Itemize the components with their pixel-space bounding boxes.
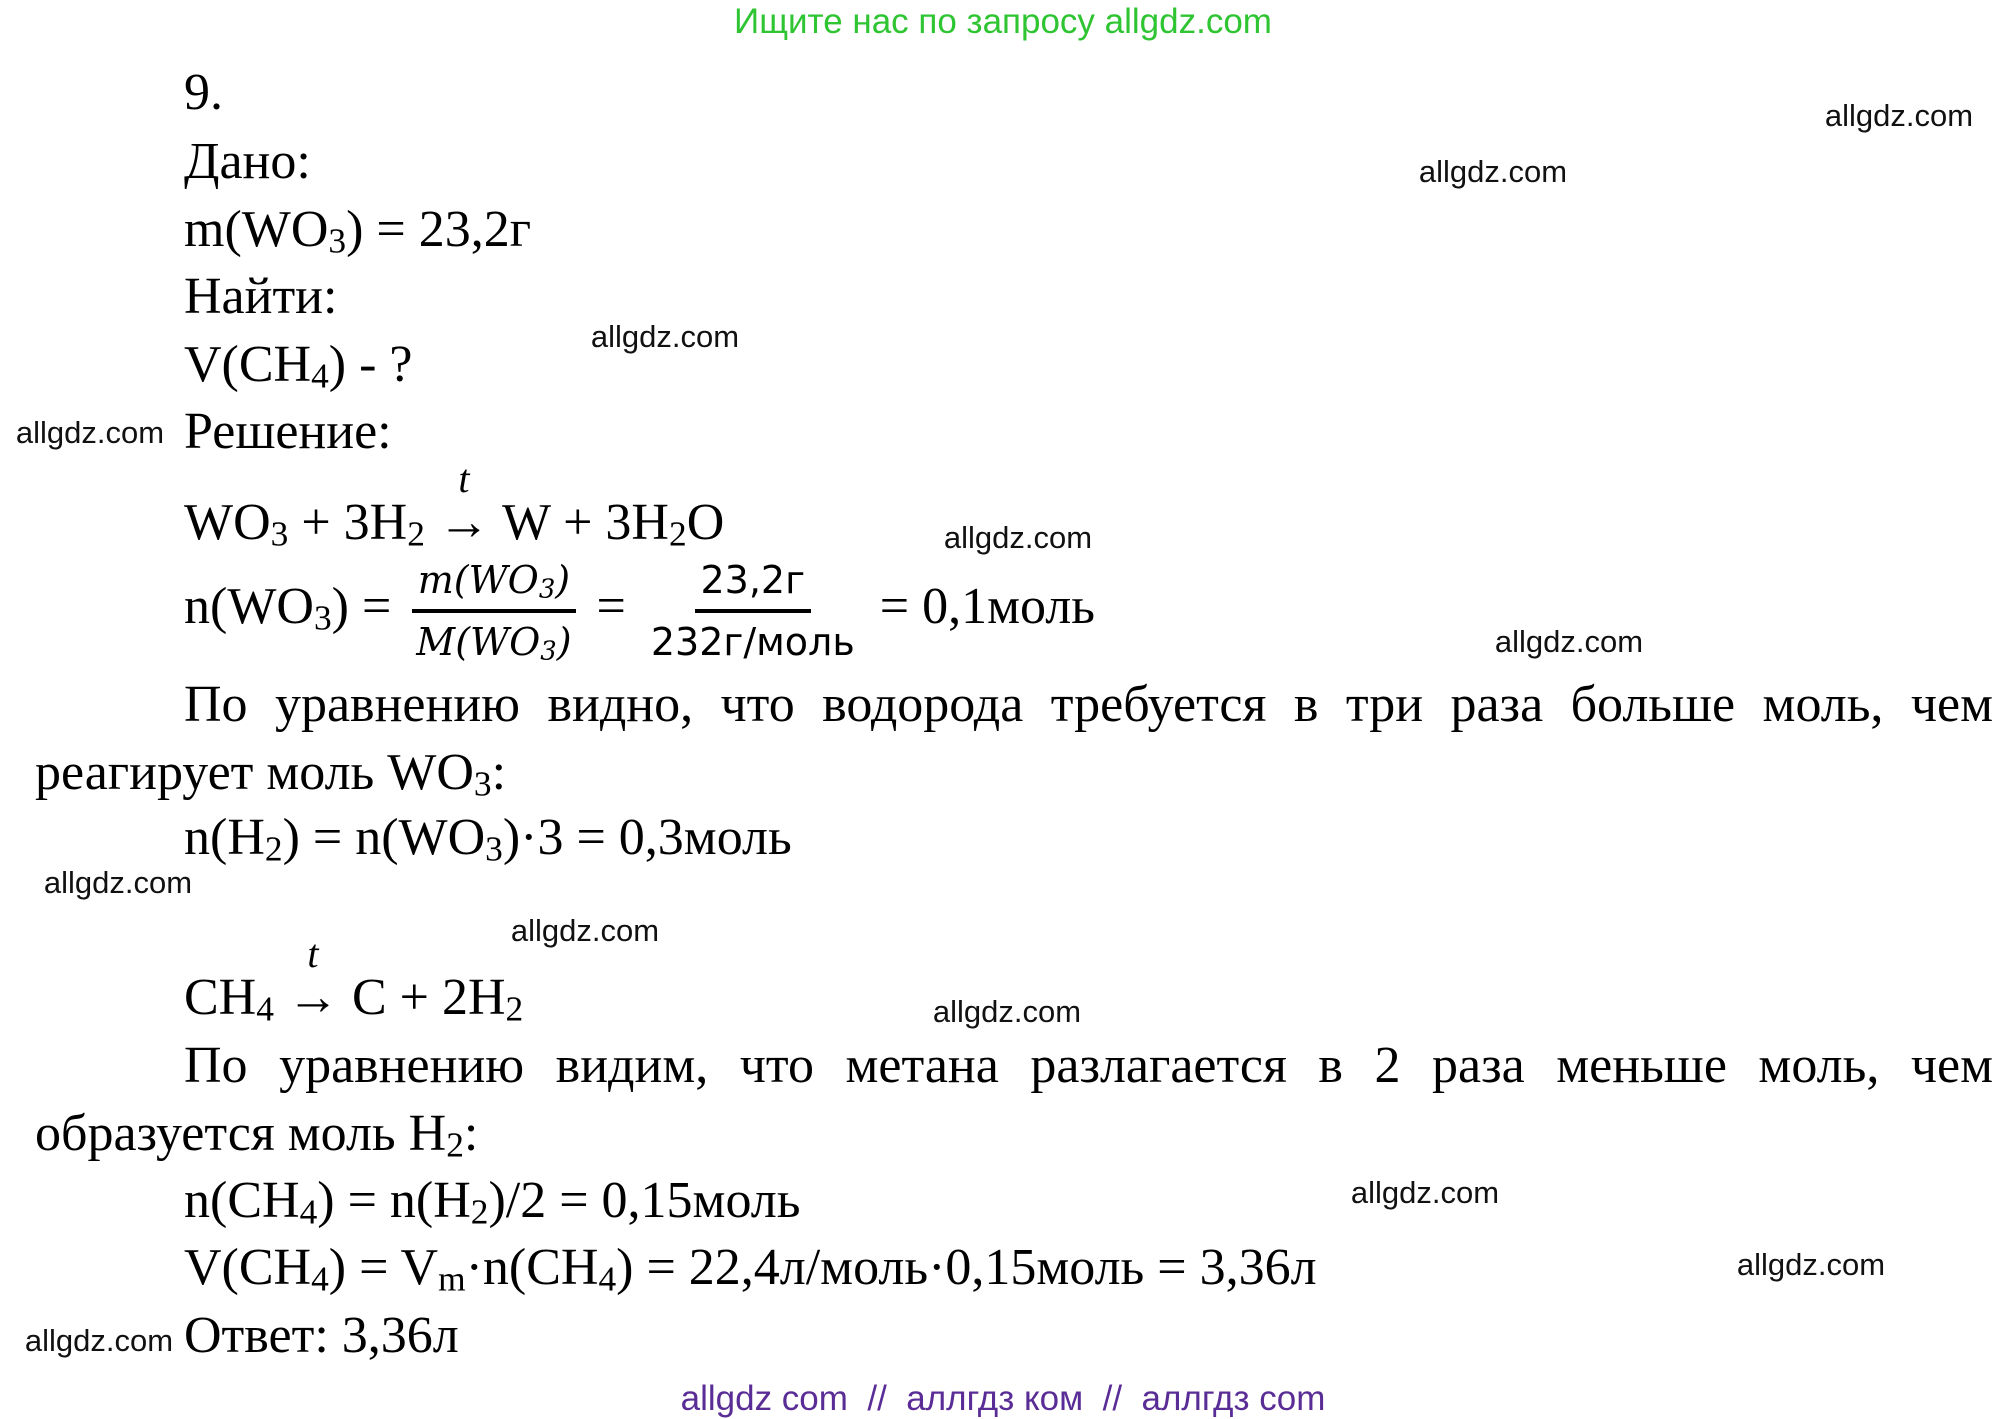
formula-text: : xyxy=(463,1105,479,1162)
subscript: 4 xyxy=(311,1258,329,1299)
formula-text: CH xyxy=(184,969,257,1026)
arrow-icon: → t xyxy=(438,493,490,553)
formula-text: ) = 22,4л/моль·0,15моль = 3,36л xyxy=(616,1239,1317,1296)
watermark: allgdz.com xyxy=(943,520,1093,555)
watermark: allgdz.com xyxy=(932,994,1082,1029)
subscript: 3 xyxy=(485,828,503,869)
watermark: allgdz.com xyxy=(510,913,660,948)
reaction-2-left xyxy=(184,969,274,1029)
subscript: 2 xyxy=(264,828,283,869)
answer: Ответ: 3,36л xyxy=(184,1307,459,1364)
calc-moles-ch4 xyxy=(184,1171,800,1231)
paragraph-2 xyxy=(35,1032,1993,1168)
subscript: 2 xyxy=(407,513,425,554)
subscript: 4 xyxy=(311,355,329,396)
fraction-denominator: 232г/моль xyxy=(650,620,855,664)
fraction-formula xyxy=(410,557,577,665)
subscript: 3 xyxy=(270,513,289,554)
formula-text: ) xyxy=(556,620,572,664)
fraction-numerator: 23,2г xyxy=(695,557,812,613)
calc-volume-ch4 xyxy=(184,1238,1317,1298)
subscript: 3 xyxy=(328,220,347,261)
formula-text: M(WO xyxy=(416,620,541,664)
formula-text: ) = V xyxy=(328,1239,439,1296)
formula-text: C + 2H xyxy=(351,969,506,1026)
formula-text: + 3H xyxy=(288,494,408,551)
subscript: 2 xyxy=(446,1124,464,1165)
watermark: allgdz.com xyxy=(43,865,193,900)
formula-text: ) = xyxy=(331,577,392,635)
task-number: 9. xyxy=(184,64,223,121)
formula-text: ) = 23,2г xyxy=(346,201,532,258)
formula-text: ) - ? xyxy=(328,336,413,393)
watermark: allgdz.com xyxy=(1350,1175,1500,1210)
formula-text: По уравнению видим, что метана разлагается в 2 раза меньше моль, чем образуется моль H xyxy=(35,1037,1993,1162)
formula-text: )·3 = 0,3моль xyxy=(502,809,792,866)
subscript: 4 xyxy=(598,1258,617,1299)
header-banner: Ищите нас по запросу allgdz.com xyxy=(734,2,1272,41)
find-label: Найти: xyxy=(184,268,338,325)
subscript: 2 xyxy=(470,1191,489,1232)
formula-text: m(WO xyxy=(417,558,539,602)
equals: = xyxy=(596,577,626,635)
formula-text: V(CH xyxy=(184,336,312,393)
calc-result: = 0,1моль xyxy=(879,577,1095,635)
formula-text: ·n(CH xyxy=(465,1239,599,1296)
subscript: 2 xyxy=(669,513,687,554)
formula-text: По уравнению видно, что водорода требуется в три раза больше моль, чем реагирует моль WO xyxy=(35,676,1993,801)
watermark: allgdz.com xyxy=(15,415,165,450)
subscript: 4 xyxy=(256,988,274,1029)
heat-condition: t xyxy=(458,456,470,501)
formula-text: : xyxy=(491,744,507,801)
fraction-numerator xyxy=(412,557,576,613)
formula-text: m(WO xyxy=(184,201,329,258)
formula-text: ) xyxy=(555,558,571,602)
formula-text: ) = n(WO xyxy=(282,809,486,866)
subscript: 3 xyxy=(538,574,556,605)
reaction-2 xyxy=(184,931,524,1029)
subscript: 3 xyxy=(540,636,557,667)
find-volume xyxy=(184,335,413,395)
reaction-2-right xyxy=(351,969,524,1029)
paragraph-1 xyxy=(35,671,1993,807)
formula-text: W + 3H xyxy=(501,494,669,551)
formula-text: V(CH xyxy=(184,1239,312,1296)
watermark: allgdz.com xyxy=(1824,98,1974,133)
fraction-denominator xyxy=(410,613,577,665)
watermark: allgdz.com xyxy=(24,1323,174,1358)
formula-text: n(WO xyxy=(184,577,314,635)
subscript: 3 xyxy=(473,763,492,804)
watermark: allgdz.com xyxy=(1494,624,1644,659)
watermark: allgdz.com xyxy=(590,319,740,354)
arrow-icon: → t xyxy=(287,968,339,1028)
calc-moles-h2 xyxy=(184,808,792,868)
fraction-values xyxy=(645,557,861,665)
given-label: Дано: xyxy=(184,133,311,190)
formula-text: n(CH xyxy=(184,1172,300,1229)
given-mass xyxy=(184,200,531,260)
subscript: 3 xyxy=(313,597,332,638)
watermark: allgdz.com xyxy=(1736,1247,1886,1282)
reaction-1-right xyxy=(501,494,725,554)
calc-left xyxy=(184,577,392,638)
subscript: 4 xyxy=(299,1191,318,1232)
heat-condition: t xyxy=(307,931,319,976)
calc-moles-wo3 xyxy=(184,557,1095,665)
watermark: allgdz.com xyxy=(1418,154,1568,189)
footer-links: allgdz com // аллгдз ком // аллгдз com xyxy=(680,1379,1326,1418)
formula-text: O xyxy=(686,494,725,551)
reaction-1 xyxy=(184,456,725,554)
solution-label: Решение: xyxy=(184,403,392,460)
formula-text: WO xyxy=(184,494,271,551)
formula-text: ) = n(H xyxy=(317,1172,471,1229)
formula-text: )/2 = 0,15моль xyxy=(488,1172,801,1229)
formula-text: n(H xyxy=(184,809,265,866)
reaction-1-left xyxy=(184,494,425,554)
subscript: m xyxy=(438,1258,466,1299)
subscript: 2 xyxy=(505,988,524,1029)
